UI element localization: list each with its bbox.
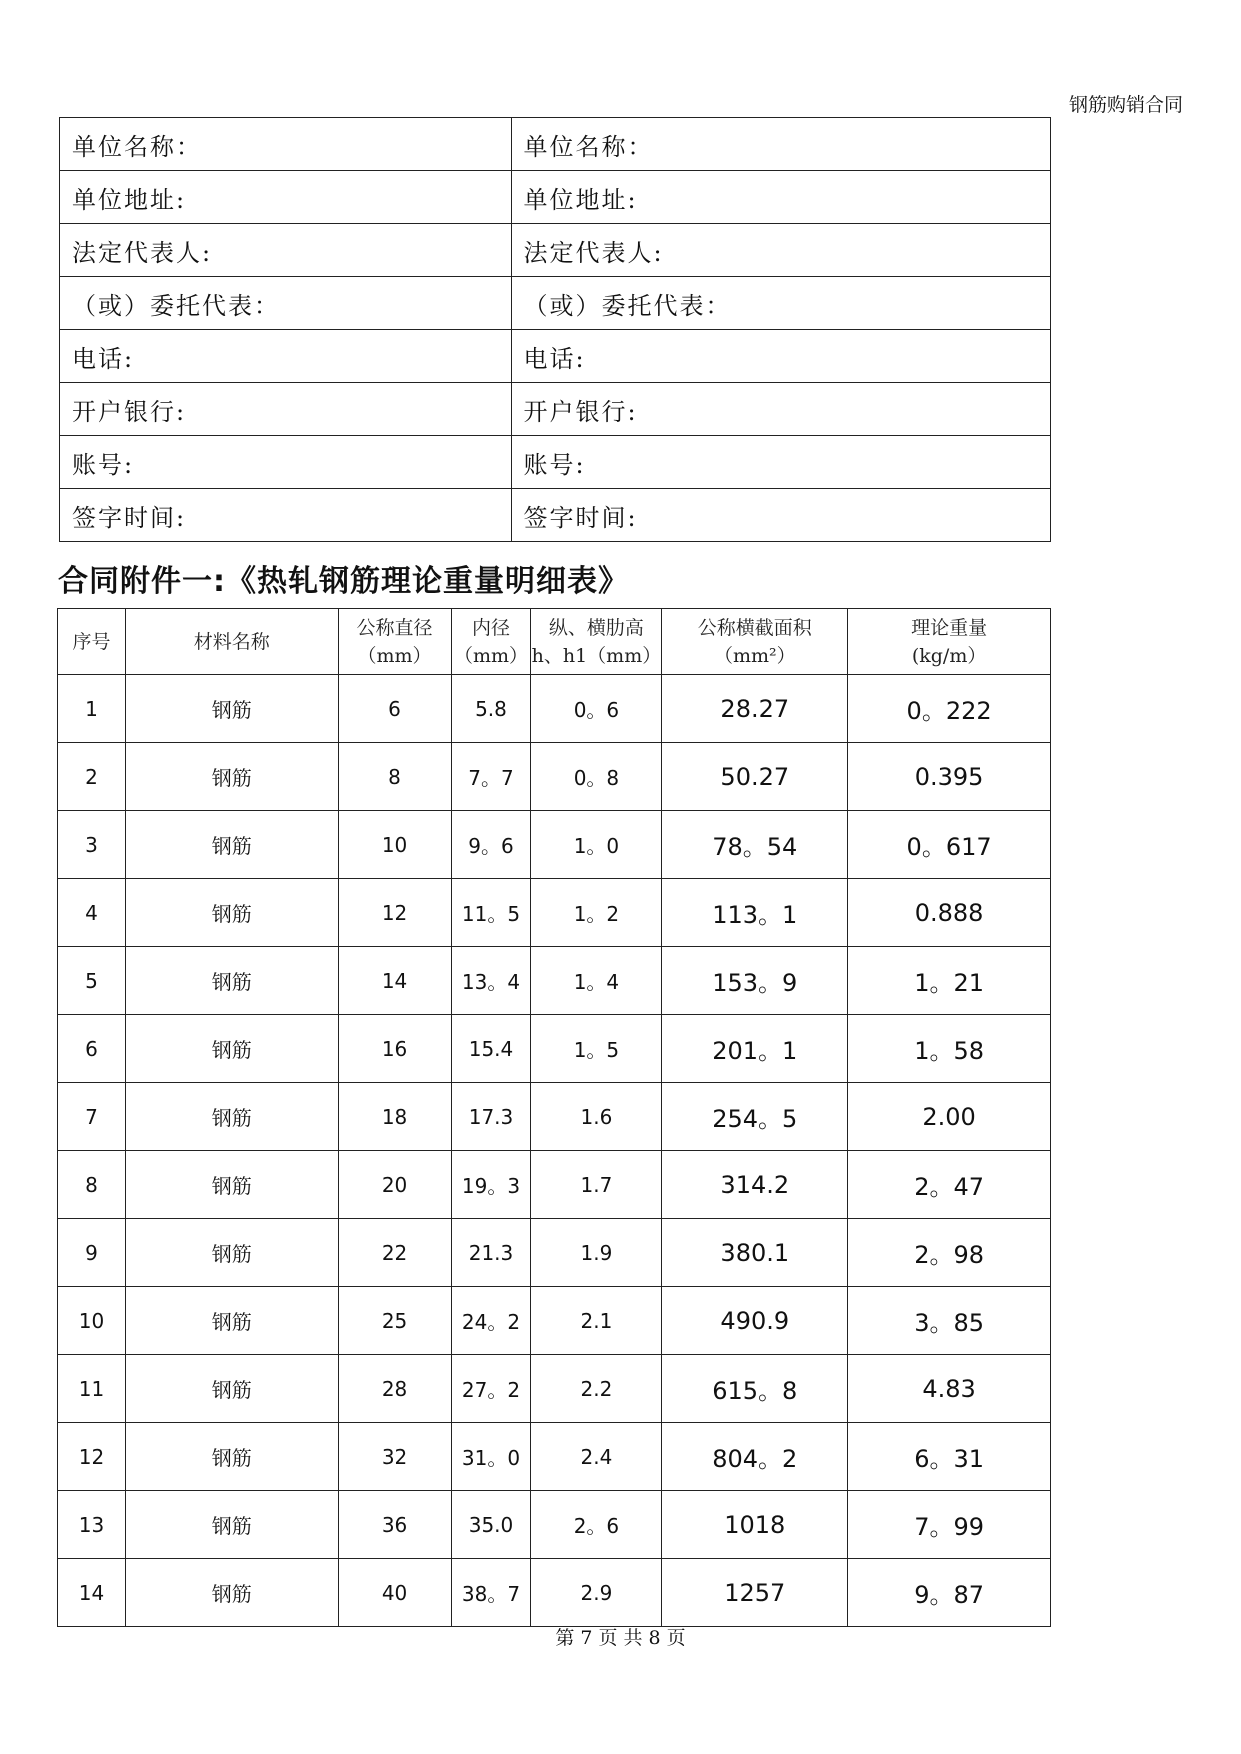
document-header-title: 钢筋购销合同	[1068, 94, 1183, 116]
rib-height-cell: 2。6	[531, 1491, 662, 1559]
table-row	[58, 1219, 1051, 1287]
theoretical-weight-cell: 2。47	[848, 1151, 1051, 1219]
table-row	[58, 675, 1051, 743]
party-b-field: 账号:	[511, 436, 1050, 489]
row-number-cell: 8	[58, 1151, 126, 1219]
nominal-diameter-cell: 22	[338, 1219, 451, 1287]
column-header-line2: （mm）	[453, 644, 529, 667]
column-header-line1: 公称直径	[356, 616, 433, 639]
table-row	[58, 1491, 1051, 1559]
material-name-cell: 钢筋	[125, 1151, 338, 1219]
nominal-diameter-cell: 28	[338, 1355, 451, 1423]
nominal-diameter-cell: 36	[338, 1491, 451, 1559]
nominal-diameter-cell: 20	[338, 1151, 451, 1219]
material-name-cell: 钢筋	[125, 675, 338, 743]
cross-section-area-cell: 1018	[662, 1491, 848, 1559]
material-name-cell: 钢筋	[125, 1287, 338, 1355]
page-number: 第 7 页 共 8 页	[555, 1627, 686, 1649]
table-header-row	[58, 609, 1051, 675]
attachment-title: 合同附件一:《热轧钢筋理论重量明细表》	[58, 564, 629, 599]
table-row	[58, 1559, 1051, 1627]
rib-height-cell: 1。4	[531, 947, 662, 1015]
material-name-cell: 钢筋	[125, 1491, 338, 1559]
nominal-diameter-cell: 10	[338, 811, 451, 879]
column-header-line1: 公称横截面积	[697, 616, 812, 639]
theoretical-weight-cell: 2.00	[848, 1083, 1051, 1151]
column-header	[338, 609, 451, 675]
inner-diameter-cell: 19。3	[451, 1151, 531, 1219]
material-name-cell: 钢筋	[125, 947, 338, 1015]
party-a-field: 账号:	[60, 436, 512, 489]
party-info-row	[60, 118, 1051, 171]
column-header	[662, 609, 848, 675]
party-a-field: 单位名称：	[60, 118, 512, 171]
rib-height-cell: 0。6	[531, 675, 662, 743]
rib-height-cell: 0。8	[531, 743, 662, 811]
table-row	[58, 1083, 1051, 1151]
theoretical-weight-cell: 0.888	[848, 879, 1051, 947]
column-header	[848, 609, 1051, 675]
material-name-cell: 钢筋	[125, 1083, 338, 1151]
row-number-cell: 6	[58, 1015, 126, 1083]
row-number-cell: 11	[58, 1355, 126, 1423]
party-info-row	[60, 171, 1051, 224]
party-info-row	[60, 330, 1051, 383]
cross-section-area-cell: 254。5	[662, 1083, 848, 1151]
row-number-cell: 10	[58, 1287, 126, 1355]
inner-diameter-cell: 9。6	[451, 811, 531, 879]
material-name-cell: 钢筋	[125, 879, 338, 947]
row-number-cell: 2	[58, 743, 126, 811]
material-name-cell: 钢筋	[125, 1423, 338, 1491]
party-info-table	[59, 117, 1051, 542]
theoretical-weight-cell: 2。98	[848, 1219, 1051, 1287]
column-header-line1: 材料名称	[193, 630, 270, 653]
row-number-cell: 3	[58, 811, 126, 879]
party-a-field: 电话:	[60, 330, 512, 383]
column-header-line2: （mm）	[357, 644, 432, 667]
rib-height-cell: 1。5	[531, 1015, 662, 1083]
column-header-line2: h、h1（mm）	[531, 644, 662, 667]
cross-section-area-cell: 1257	[662, 1559, 848, 1627]
party-a-field: （或）委托代表：	[60, 277, 512, 330]
nominal-diameter-cell: 14	[338, 947, 451, 1015]
table-row	[58, 811, 1051, 879]
inner-diameter-cell: 13。4	[451, 947, 531, 1015]
row-number-cell: 4	[58, 879, 126, 947]
inner-diameter-cell: 17.3	[451, 1083, 531, 1151]
party-b-field: 签字时间:	[511, 489, 1050, 542]
material-name-cell: 钢筋	[125, 1355, 338, 1423]
rib-height-cell: 2.1	[531, 1287, 662, 1355]
row-number-cell: 13	[58, 1491, 126, 1559]
rib-height-cell: 1.7	[531, 1151, 662, 1219]
table-row	[58, 1423, 1051, 1491]
column-header-line2: （mm²）	[713, 644, 796, 667]
material-name-cell: 钢筋	[125, 811, 338, 879]
table-row	[58, 1015, 1051, 1083]
nominal-diameter-cell: 16	[338, 1015, 451, 1083]
inner-diameter-cell: 5.8	[451, 675, 531, 743]
material-name-cell: 钢筋	[125, 1559, 338, 1627]
table-row	[58, 1355, 1051, 1423]
cross-section-area-cell: 804。2	[662, 1423, 848, 1491]
rib-height-cell: 1。0	[531, 811, 662, 879]
party-b-field: （或）委托代表：	[511, 277, 1050, 330]
party-info-row	[60, 383, 1051, 436]
party-a-field: 签字时间:	[60, 489, 512, 542]
cross-section-area-cell: 201。1	[662, 1015, 848, 1083]
theoretical-weight-cell: 4.83	[848, 1355, 1051, 1423]
party-info-row	[60, 489, 1051, 542]
cross-section-area-cell: 50.27	[662, 743, 848, 811]
column-header	[125, 609, 338, 675]
nominal-diameter-cell: 8	[338, 743, 451, 811]
column-header-line1: 序号	[72, 630, 111, 653]
party-b-field: 法定代表人:	[511, 224, 1050, 277]
party-b-field: 开户银行:	[511, 383, 1050, 436]
party-a-field: 单位地址:	[60, 171, 512, 224]
rib-height-cell: 2.2	[531, 1355, 662, 1423]
nominal-diameter-cell: 40	[338, 1559, 451, 1627]
cross-section-area-cell: 615。8	[662, 1355, 848, 1423]
column-header-line1: 纵、横肋高	[548, 616, 644, 639]
table-row	[58, 947, 1051, 1015]
party-a-field: 法定代表人:	[60, 224, 512, 277]
column-header-line2: (kg/m）	[911, 644, 987, 667]
cross-section-area-cell: 28.27	[662, 675, 848, 743]
nominal-diameter-cell: 18	[338, 1083, 451, 1151]
table-row	[58, 1287, 1051, 1355]
column-header	[58, 609, 126, 675]
theoretical-weight-cell: 3。85	[848, 1287, 1051, 1355]
party-info-row	[60, 224, 1051, 277]
material-name-cell: 钢筋	[125, 743, 338, 811]
inner-diameter-cell: 27。2	[451, 1355, 531, 1423]
nominal-diameter-cell: 6	[338, 675, 451, 743]
inner-diameter-cell: 11。5	[451, 879, 531, 947]
row-number-cell: 12	[58, 1423, 126, 1491]
cross-section-area-cell: 113。1	[662, 879, 848, 947]
theoretical-weight-cell: 1。58	[848, 1015, 1051, 1083]
theoretical-weight-cell: 0。222	[848, 675, 1051, 743]
theoretical-weight-cell: 0。617	[848, 811, 1051, 879]
rib-height-cell: 1。2	[531, 879, 662, 947]
column-header-line1: 内径	[471, 616, 510, 639]
party-b-field: 单位地址:	[511, 171, 1050, 224]
theoretical-weight-cell: 1。21	[848, 947, 1051, 1015]
party-a-field: 开户银行:	[60, 383, 512, 436]
inner-diameter-cell: 7。7	[451, 743, 531, 811]
theoretical-weight-cell: 0.395	[848, 743, 1051, 811]
party-b-field: 单位名称：	[511, 118, 1050, 171]
row-number-cell: 7	[58, 1083, 126, 1151]
theoretical-weight-cell: 9。87	[848, 1559, 1051, 1627]
cross-section-area-cell: 380.1	[662, 1219, 848, 1287]
inner-diameter-cell: 38。7	[451, 1559, 531, 1627]
cross-section-area-cell: 153。9	[662, 947, 848, 1015]
nominal-diameter-cell: 32	[338, 1423, 451, 1491]
table-row	[58, 879, 1051, 947]
inner-diameter-cell: 21.3	[451, 1219, 531, 1287]
material-name-cell: 钢筋	[125, 1219, 338, 1287]
row-number-cell: 1	[58, 675, 126, 743]
table-row	[58, 743, 1051, 811]
nominal-diameter-cell: 12	[338, 879, 451, 947]
column-header	[531, 609, 662, 675]
rebar-weight-table	[57, 608, 1051, 1627]
theoretical-weight-cell: 7。99	[848, 1491, 1051, 1559]
inner-diameter-cell: 31。0	[451, 1423, 531, 1491]
rib-height-cell: 1.9	[531, 1219, 662, 1287]
party-info-row	[60, 277, 1051, 330]
cross-section-area-cell: 314.2	[662, 1151, 848, 1219]
party-info-row	[60, 436, 1051, 489]
nominal-diameter-cell: 25	[338, 1287, 451, 1355]
theoretical-weight-cell: 6。31	[848, 1423, 1051, 1491]
rib-height-cell: 2.9	[531, 1559, 662, 1627]
inner-diameter-cell: 15.4	[451, 1015, 531, 1083]
rib-height-cell: 2.4	[531, 1423, 662, 1491]
cross-section-area-cell: 490.9	[662, 1287, 848, 1355]
rib-height-cell: 1.6	[531, 1083, 662, 1151]
row-number-cell: 5	[58, 947, 126, 1015]
inner-diameter-cell: 35.0	[451, 1491, 531, 1559]
row-number-cell: 14	[58, 1559, 126, 1627]
column-header-line1: 理论重量	[911, 616, 988, 639]
material-name-cell: 钢筋	[125, 1015, 338, 1083]
party-b-field: 电话:	[511, 330, 1050, 383]
inner-diameter-cell: 24。2	[451, 1287, 531, 1355]
column-header	[451, 609, 531, 675]
row-number-cell: 9	[58, 1219, 126, 1287]
cross-section-area-cell: 78。54	[662, 811, 848, 879]
table-row	[58, 1151, 1051, 1219]
